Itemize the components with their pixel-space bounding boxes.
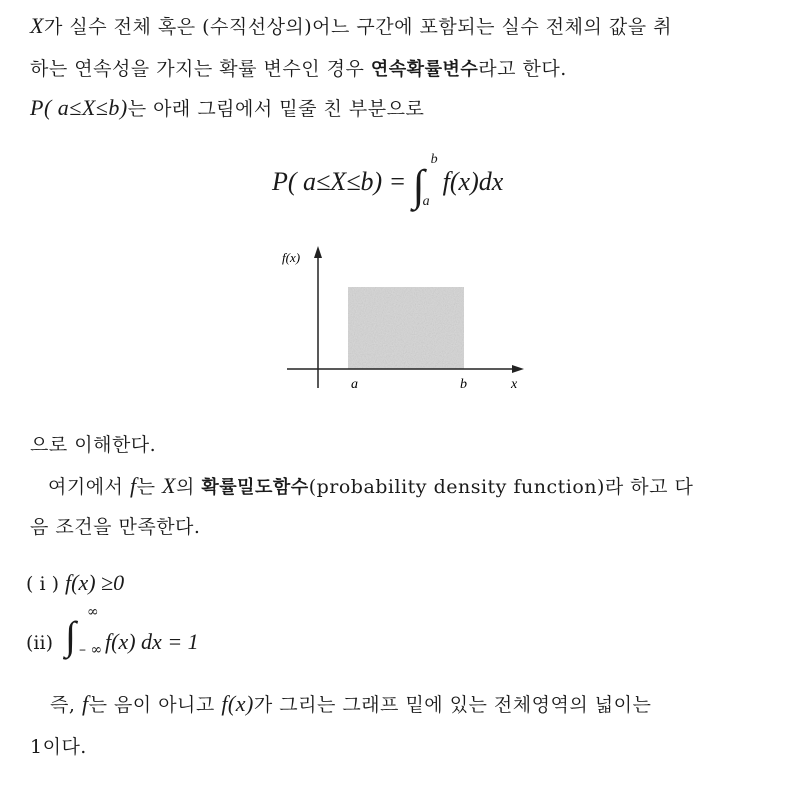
formula-integrand: f(x)dx [442, 167, 504, 196]
condition-1 [26, 570, 124, 596]
para1-line2-post: 라고 한다. [478, 58, 567, 80]
para1-line2 [30, 54, 567, 81]
para3-line1-mid: 는 음이 아니고 [88, 694, 222, 716]
condition-2-label: (ii) [26, 632, 53, 654]
condition-2-lower: – ∞ [79, 642, 103, 658]
condition-2-expr: f(x) dx = 1 [105, 629, 199, 654]
para2-line2 [48, 472, 693, 499]
x-axis-arrow [512, 365, 524, 373]
var-f-2: f [81, 691, 89, 716]
para1-line2-pre: 하는 연속성을 가지는 확률 변수인 경우 [30, 58, 371, 80]
para3-line1-pre: 즉, [50, 694, 82, 716]
condition-1-label: ( i ) [26, 573, 59, 595]
var-f: f [129, 473, 137, 498]
x-axis-label: x [511, 377, 518, 392]
para2-line2-pre: 여기에서 [48, 476, 130, 498]
fx-expr: f(x) [221, 691, 254, 716]
para2-line3: 음 조건을 만족한다. [30, 516, 201, 538]
term-pdf: 확률밀도함수 [201, 477, 309, 498]
var-x: X [30, 13, 44, 38]
para1-line1-text: 가 실수 전체 혹은 (수직선상의)어느 구간에 포함되는 실수 전체의 값을 취 [43, 16, 672, 38]
prob-expr: P( a≤X≤b) [30, 95, 128, 120]
term-continuous-rv: 연속확률변수 [370, 59, 479, 80]
condition-2 [26, 604, 199, 659]
para1-line3-text: 는 아래 그림에서 밑줄 친 부분으로 [127, 98, 425, 120]
formula-lhs: P( a≤X≤b) = [272, 167, 407, 196]
y-axis-label: f(x) [282, 250, 301, 265]
para3-line1-post: 가 그리는 그래프 밑에 있는 전체영역의 넓이는 [253, 694, 652, 716]
integral-upper-limit: b [430, 152, 438, 167]
condition-2-integral-sign: ∫ [65, 613, 76, 658]
condition-1-expr: f(x) ≥0 [65, 570, 125, 595]
var-x-2: X [162, 473, 176, 498]
para2-line2-of: 의 [175, 476, 202, 498]
para3-line2: 1이다. [30, 736, 87, 758]
para2-line1: 으로 이해한다. [30, 434, 157, 456]
integral-lower-limit: a [422, 194, 430, 209]
para1-line1 [30, 12, 672, 39]
y-axis-arrow [314, 246, 322, 258]
probability-integral-formula [272, 152, 504, 211]
condition-2-upper: ∞ [87, 604, 99, 620]
shaded-area [348, 287, 464, 369]
integral-sign: ∫ [412, 161, 425, 210]
para3-line1 [50, 690, 651, 717]
b-label: b [460, 377, 467, 392]
a-label: a [351, 377, 358, 392]
para2-line2-mid: 는 [136, 476, 162, 498]
para1-line3 [30, 94, 424, 121]
para2-line2-post: (probability density function)라 하고 다 [308, 476, 694, 498]
